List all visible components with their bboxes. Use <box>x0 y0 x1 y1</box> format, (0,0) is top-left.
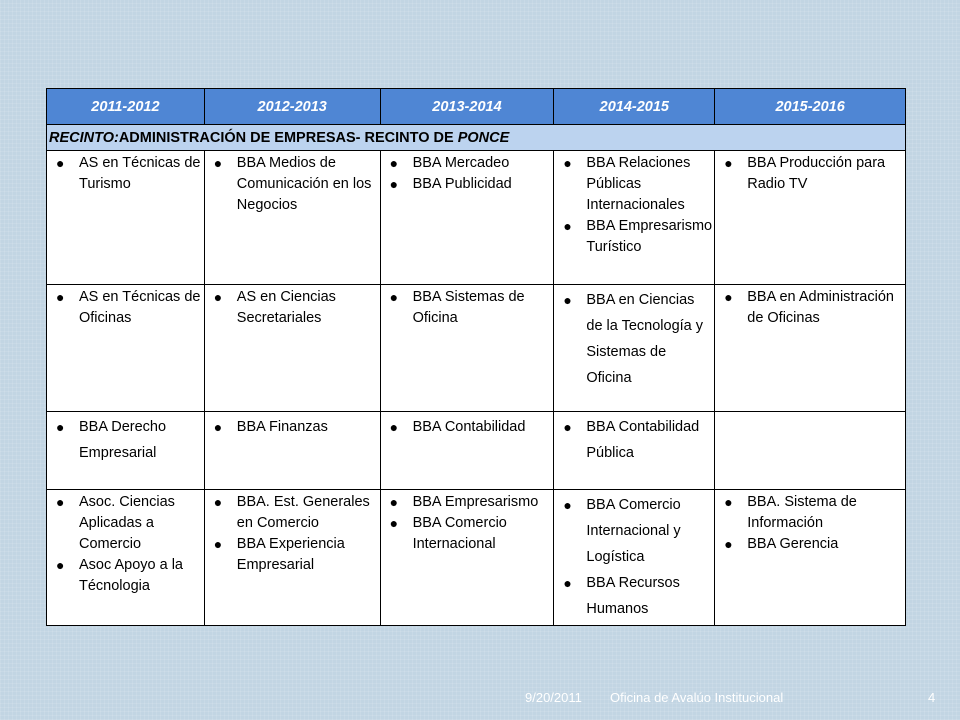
program-list <box>205 490 380 578</box>
program-list <box>47 412 204 468</box>
bullet-icon: ● <box>56 494 65 510</box>
program-item <box>558 492 712 570</box>
bullet-icon: ● <box>213 536 223 552</box>
program-list <box>205 151 380 218</box>
year-header-row <box>47 89 906 125</box>
program-list <box>47 151 204 197</box>
bullet-icon: ● <box>213 419 223 435</box>
program-list <box>381 490 554 557</box>
program-row-3 <box>47 412 906 490</box>
program-item <box>719 492 903 534</box>
year-header-2013: 2013-2014 <box>380 89 554 125</box>
program-item <box>209 414 378 440</box>
year-header-2011: 2011-2012 <box>47 89 205 125</box>
program-item <box>558 153 712 216</box>
program-cell <box>380 151 554 285</box>
recinto-place: PONCE <box>457 129 510 146</box>
year-header-2014: 2014-2015 <box>554 89 715 125</box>
program-item <box>51 555 202 597</box>
program-name: BBA Sistemas de Oficina <box>412 289 525 326</box>
program-name: BBA Producción para Radio TV <box>747 155 886 192</box>
program-name: BBA. Sistema de Información <box>747 494 857 531</box>
bullet-icon: ● <box>563 292 572 308</box>
bullet-icon: ● <box>389 419 399 435</box>
recinto-label: RECINTO: <box>49 129 119 146</box>
bullet-icon: ● <box>389 289 399 305</box>
bullet-icon: ● <box>389 176 399 192</box>
program-item <box>385 414 552 440</box>
program-item <box>385 174 552 195</box>
program-name: BBA Publicidad <box>412 176 512 192</box>
program-item <box>558 287 712 391</box>
program-list <box>715 490 905 557</box>
program-name: BBA en Ciencias de la Tecnología y Sistemas de Oficina <box>586 292 703 386</box>
bullet-icon: ● <box>389 155 399 171</box>
program-cell <box>715 490 906 626</box>
program-cell <box>554 490 715 626</box>
program-cell <box>380 285 554 412</box>
bullet-icon: ● <box>213 289 223 305</box>
program-row-4 <box>47 490 906 626</box>
program-list <box>381 151 554 197</box>
program-name: BBA Contabilidad Pública <box>586 419 700 461</box>
program-cell <box>47 412 205 490</box>
program-name: BBA Gerencia <box>747 536 839 552</box>
program-name: BBA Comercio Internacional y Logística <box>586 497 681 565</box>
bullet-icon: ● <box>563 575 572 591</box>
program-name: BBA. Est. Generales en Comercio <box>236 494 370 531</box>
program-cell <box>204 151 380 285</box>
bullet-icon: ● <box>724 494 733 510</box>
program-list <box>554 412 714 468</box>
program-name: AS en Ciencias Secretariales <box>236 289 336 326</box>
bullet-icon: ● <box>56 419 65 435</box>
program-cell-empty <box>715 412 906 490</box>
program-cell <box>204 490 380 626</box>
footer-date: 9/20/2011 <box>525 690 582 705</box>
program-item <box>51 287 202 329</box>
bullet-icon: ● <box>56 557 65 573</box>
program-cell <box>380 490 554 626</box>
recinto-name: ADMINISTRACIÓN DE EMPRESAS- RECINTO DE <box>118 129 458 146</box>
bullet-icon: ● <box>389 515 399 531</box>
program-name: BBA Comercio Internacional <box>412 515 507 552</box>
program-name: BBA Finanzas <box>236 419 328 435</box>
bullet-icon: ● <box>724 289 733 305</box>
program-cell <box>380 412 554 490</box>
program-list <box>205 412 380 442</box>
program-list <box>554 151 714 260</box>
program-name: BBA Relaciones Públicas Internacionales <box>586 155 691 213</box>
footer-org: Oficina de Avalúo Institucional <box>610 690 784 705</box>
program-name: BBA Empresarismo <box>412 494 539 510</box>
program-cell <box>47 151 205 285</box>
program-name: AS en Técnicas de Turismo <box>79 155 201 192</box>
program-item <box>51 414 202 466</box>
programs-table <box>46 88 906 626</box>
program-item <box>209 153 378 216</box>
program-item <box>51 492 202 555</box>
program-name: BBA en Administración de Oficinas <box>747 289 894 326</box>
program-item <box>385 492 552 513</box>
program-item <box>209 534 378 576</box>
year-header-2012: 2012-2013 <box>204 89 380 125</box>
program-list <box>47 490 204 599</box>
program-name: BBA Derecho Empresarial <box>79 419 167 461</box>
program-item <box>558 216 712 258</box>
program-cell <box>47 285 205 412</box>
program-cell <box>715 151 906 285</box>
program-item <box>719 153 903 195</box>
program-list <box>381 412 554 442</box>
program-name: BBA Contabilidad <box>412 419 526 435</box>
bullet-icon: ● <box>56 289 65 305</box>
bullet-icon: ● <box>563 155 572 171</box>
program-list <box>554 490 714 624</box>
program-name: AS en Técnicas de Oficinas <box>79 289 201 326</box>
program-name: BBA Experiencia Empresarial <box>236 536 345 573</box>
program-row-2 <box>47 285 906 412</box>
recinto-cell <box>47 125 906 151</box>
program-item <box>385 287 552 329</box>
program-item <box>558 570 712 622</box>
program-item <box>719 534 903 555</box>
program-item <box>385 153 552 174</box>
program-list <box>715 151 905 197</box>
program-item <box>558 414 712 466</box>
program-cell <box>554 412 715 490</box>
program-item <box>385 513 552 555</box>
program-cell <box>554 285 715 412</box>
program-name: Asoc. Ciencias Aplicadas a Comercio <box>79 494 175 552</box>
program-name: BBA Mercadeo <box>412 155 510 171</box>
program-cell <box>715 285 906 412</box>
program-name: BBA Medios de Comunicación en los Negocios <box>236 155 372 213</box>
program-name: Asoc Apoyo a la Técnologia <box>79 557 183 594</box>
program-row-1 <box>47 151 906 285</box>
year-header-2015: 2015-2016 <box>715 89 906 125</box>
bullet-icon: ● <box>389 494 399 510</box>
program-name: BBA Empresarismo Turístico <box>586 218 713 255</box>
program-list <box>205 285 380 331</box>
program-cell <box>554 151 715 285</box>
recinto-row <box>47 125 906 151</box>
program-list <box>47 285 204 331</box>
program-name: BBA Recursos Humanos <box>586 575 680 617</box>
program-item <box>51 153 202 195</box>
program-list <box>554 285 714 393</box>
bullet-icon: ● <box>724 536 733 552</box>
bullet-icon: ● <box>213 494 223 510</box>
program-item <box>209 492 378 534</box>
bullet-icon: ● <box>213 155 223 171</box>
bullet-icon: ● <box>563 218 572 234</box>
bullet-icon: ● <box>563 497 572 513</box>
program-list <box>715 285 905 331</box>
bullet-icon: ● <box>56 155 65 171</box>
program-item <box>719 287 903 329</box>
footer-page-number: 4 <box>928 690 936 705</box>
program-list <box>381 285 554 331</box>
bullet-icon: ● <box>724 155 733 171</box>
program-cell <box>47 490 205 626</box>
program-cell <box>204 285 380 412</box>
bullet-icon: ● <box>563 419 572 435</box>
program-cell <box>204 412 380 490</box>
program-item <box>209 287 378 329</box>
